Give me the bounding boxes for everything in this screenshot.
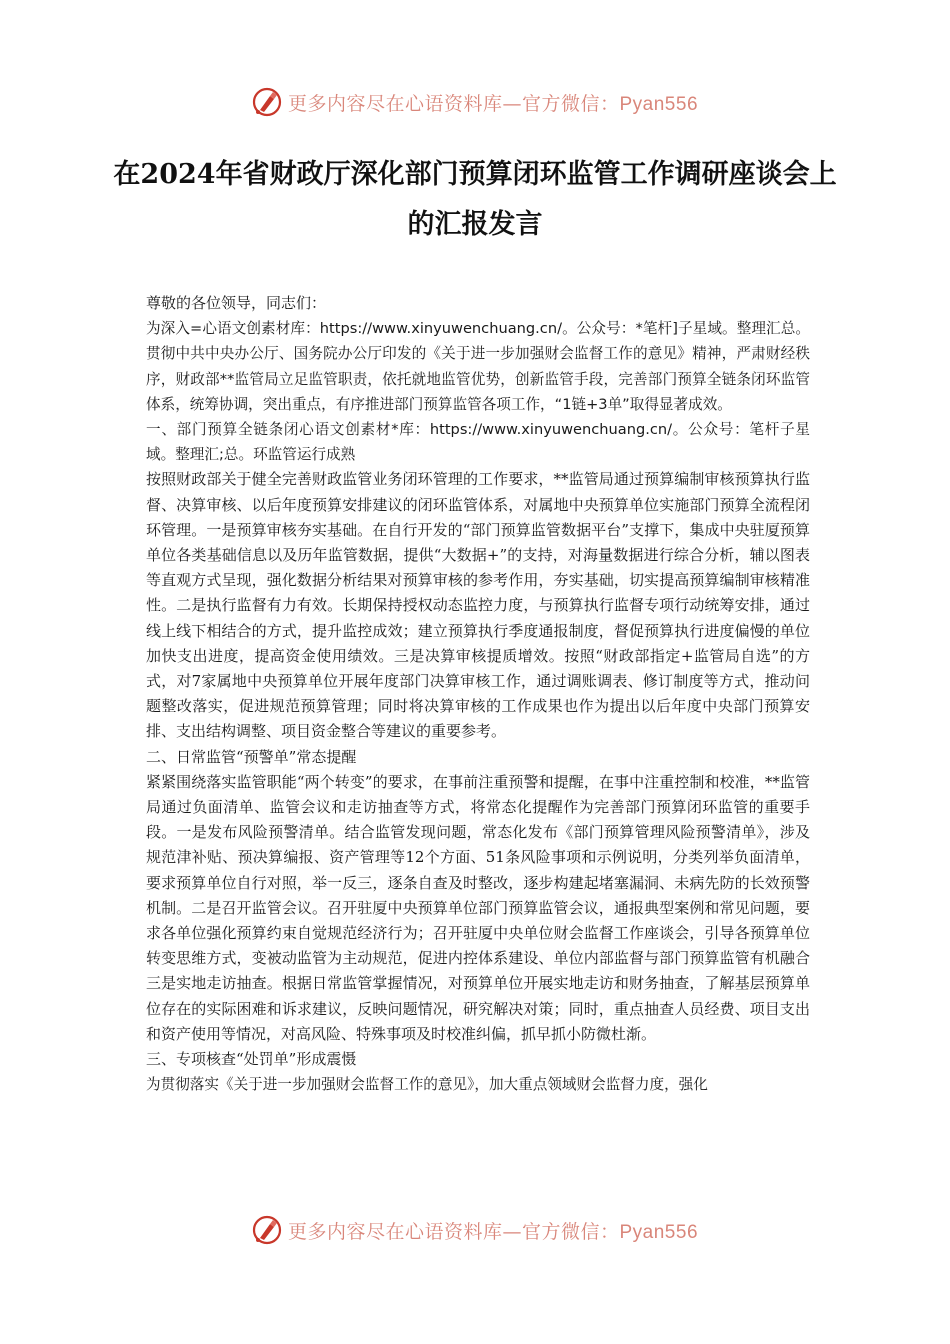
document-body <box>146 291 810 1098</box>
section-heading-1: 一、部门预算全链条闭心语文创素材*库：https://www.xinyuwenchuang.cn/。公众号：笔杆子星域。整理汇;总。环监管运行成熟 <box>146 421 810 464</box>
banner-text <box>288 1217 698 1244</box>
banner-wechat-id: Pyan556 <box>619 1221 699 1243</box>
section-heading-2: 二、日常监管“预警单”常态提醒 <box>146 747 357 766</box>
body-paragraph: 为贯彻落实《关于进一步加强财会监督工作的意见》，加大重点领域财会监督力度，强化 <box>146 1076 708 1094</box>
intro-paragraph: 为深入=心语文创素材库：https://www.xinyuwenchuang.cn/。公众号：*笔杆]子星域。整理汇总。贯彻中共中央办公厅、国务院办公厅印发的《关于进一步加强财会监督工作的意见》精神，严肃财经秩序，财政部**监管局立足监管职责，依托就地监管优势，创新监管手段，完善部门预算全链条闭环监管体系，统筹协调，突出重点，有序推进部门预算监管各项工作，“1链+3单”取得显著成效。 <box>146 320 810 413</box>
banner-label: 更多内容尽在心语资料库—官方微信： <box>287 1220 620 1243</box>
pen-nib-icon <box>252 87 282 117</box>
footer-banner <box>0 1210 950 1250</box>
banner-text <box>288 89 698 116</box>
banner-wechat-id: Pyan556 <box>619 93 699 115</box>
body-paragraph: 紧紧围绕落实监管职能“两个转变”的要求，在事前注重预警和提醒，在事中注重控制和校准，**监管局通过负面清单、监管会议和走访抽查等方式，将常态化提醒作为完善部门预算闭环监管的重要手段。一是发布风险预警清单。结合监管发现问题，常态化发布《部门预算管理风险预警清单》，涉及规范津补贴、预决算编报、资产管理等12个方面、51条风险事项和示例说明，分类列举负面清单，要求预算单位自行对照，举一反三，逐条自查及时整改，逐步构建起堵塞漏洞、未病先防的长效预警机制。二是召开监管会议。召开驻厦中央预算单位部门预算监管会议，通报典型案例和常见问题，要求各单位强化预算约束自觉规范经济行为；召开驻厦中央单位财会监督工作座谈会，引导各预算单位转变思维方式，变被动监管为主动规范，促进内控体系建设、单位内部监督与部门预算监管有机融合三是实地走访抽查。根据日常监管掌握情况，对预算单位开展实地走访和财务抽查，了解基层预算单位存在的实际困难和诉求建议，反映问题情况，研究解决对策；同时，重点抽查人员经费、项目支出和资产使用等情况，对高风险、特殊事项及时校准纠偏，抓早抓小防微杜渐。 <box>146 772 810 1043</box>
body-paragraph: 按照财政部关于健全完善财政监管业务闭环管理的工作要求，**监管局通过预算编制审核预算执行监督、决算审核、以后年度预算安排建议的闭环监管体系，对属地中央预算单位实施部门预算全流程闭环管理。一是预算审核夯实基础。在自行开发的“部门预算监管数据平台”支撑下，集成中央驻厦预算单位各类基础信息以及历年监管数据，提供“大数据+”的支持，对海量数据进行综合分析，辅以图表等直观方式呈现，强化数据分析结果对预算审核的参考作用，夯实基础，切实提高预算编制审核精准性。二是执行监督有力有效。长期保持授权动态监控力度，与预算执行监督专项行动统筹安排，通过线上线下相结合的方式，提升监控成效；建立预算执行季度通报制度，督促预算执行进度偏慢的单位加快支出进度，提高资金使用绩效。三是决算审核提质增效。按照“财政部指定+监管局自选”的方式，对7家属地中央预算单位开展年度部门决算审核工作，通过调账调表、修订制度等方式，推动问题整改落实，促进规范预算管理；同时将决算审核的工作成果也作为提出以后年度中央部门预算安排、支出结构调整、项目资金整合等建议的重要参考。 <box>146 470 810 741</box>
banner-label: 更多内容尽在心语资料库—官方微信： <box>287 92 620 115</box>
page-title: 在2024年省财政厅深化部门预算闭环监管工作调研座谈会上的汇报发言 <box>113 159 837 240</box>
section-heading-3: 三、专项核查“处罚单”形成震慑 <box>146 1050 357 1069</box>
pen-nib-icon <box>252 1215 282 1245</box>
salutation: 尊敬的各位领导，同志们： <box>146 294 327 312</box>
header-banner <box>0 82 950 122</box>
